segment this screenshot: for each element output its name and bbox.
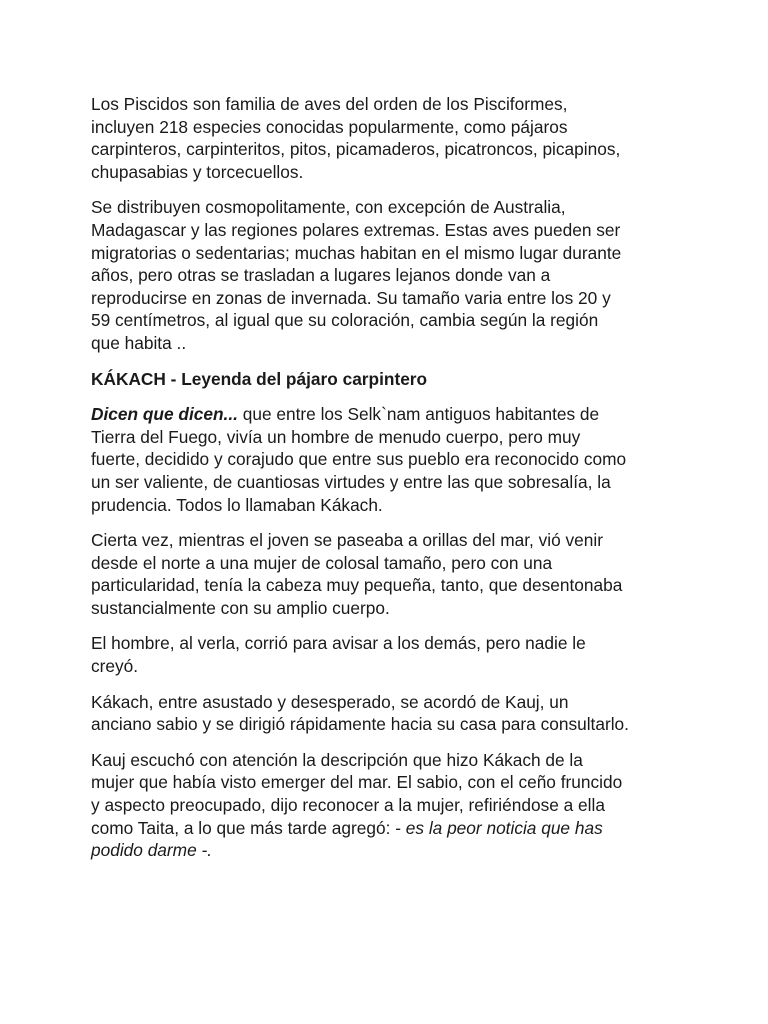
- paragraph-warning: El hombre, al verla, corrió para avisar a los demás, pero nadie le creyó.: [91, 633, 586, 677]
- paragraph-kauj: Kákach, entre asustado y desesperado, se acordó de Kauj, un anciano sabio y se dirigió rápidamente hacia su casa para consultarlo.: [91, 691, 629, 735]
- paragraph-intro: Los Piscidos son familia de aves del orden de los Pisciformes, incluyen 218 especies conocidas popularmente, como pájaros carpinteros, carpinteritos, pitos, picamaderos, picatroncos, picapinos, chupasabias y torcecuellos.: [91, 94, 621, 182]
- paragraph-legend-intro: [91, 403, 686, 516]
- taita-quote: es la peor noticia que has podido darme -.: [91, 817, 603, 861]
- document-page: [91, 93, 686, 875]
- paragraph-encounter: Cierta vez, mientras el joven se paseaba a orillas del mar, vió venir desde el norte a una mujer de colosal tamaño, pero con una particularidad, tenía la cabeza muy pequeña, tanto, que desentonaba sustancialmente con su amplio cuerpo.: [91, 530, 623, 618]
- paragraph-distribution: Se distribuyen cosmopolitamente, con excepción de Australia, Madagascar y las regiones polares extremas. Estas aves pueden ser migratorias o sedentarias; muchas habitan en el mismo lugar durante años, pero otras se trasladan a lugares lejanos donde van a reproducirse en zonas de invernada. Su tamaño varia entre los 20 y 59 centímetros, al igual que su coloración, cambia según la región que habita ..: [91, 197, 622, 353]
- legend-intro-body: que entre los Selk`nam antiguos habitantes de Tierra del Fuego, vivía un hombre de menudo cuerpo, pero muy fuerte, decidido y corajudo que entre sus pueblo era reconocido como un ser valiente, de cuantiosas virtudes y entre las que sobresalía, la prudencia. Todos lo llamaban Kákach.: [91, 404, 627, 515]
- taita-body: Kauj escuchó con atención la descripción que hizo Kákach de la mujer que había visto emerger del mar. El sabio, con el ceño fruncido y aspecto preocupado, dijo reconocer a la mujer, refiriéndose a ella como Taita, a lo que más tarde agregó: -: [91, 749, 623, 838]
- legend-lead-text: Dicen que dicen...: [91, 404, 238, 425]
- paragraph-taita: [91, 749, 686, 862]
- section-heading: KÁKACH - Leyenda del pájaro carpintero: [91, 368, 428, 389]
